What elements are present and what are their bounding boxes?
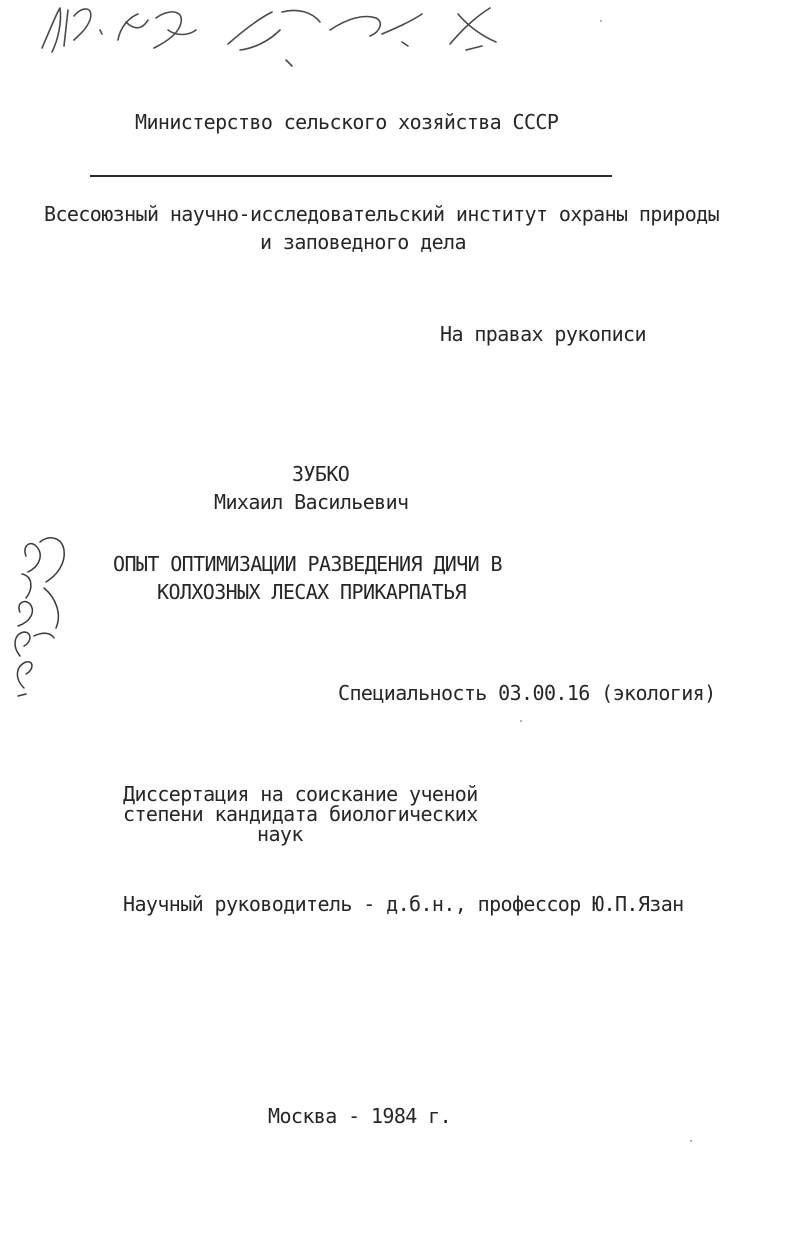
degree-line1: Диссертация на соискание ученой — [123, 782, 478, 806]
paper-speck — [520, 720, 522, 722]
place-and-year: Москва - 1984 г. — [268, 1104, 452, 1128]
degree-line3: наук — [257, 822, 303, 846]
supervisor: Научный руководитель - д.б.н., профессор Ю.П.Язан — [123, 892, 684, 916]
paper-speck — [600, 20, 602, 22]
specialty: Специальность 03.00.16 (экология) — [338, 681, 716, 705]
degree-line2: степени кандидата биологических — [123, 802, 478, 826]
author-given-names: Михаил Васильевич — [214, 490, 409, 514]
institute-name-line1: Всесоюзный научно-исследовательский институт охраны природы — [44, 202, 720, 226]
rights-note: На правах рукописи — [440, 322, 646, 346]
thesis-title-line1: ОПЫТ ОПТИМИЗАЦИИ РАЗВЕДЕНИЯ ДИЧИ В — [113, 552, 502, 576]
ministry-name: Министерство сельского хозяйства СССР — [135, 110, 559, 134]
author-surname: ЗУБКО — [292, 462, 350, 486]
thesis-title-line2: КОЛХОЗНЫХ ЛЕСАХ ПРИКАРПАТЬЯ — [157, 580, 466, 604]
header-divider — [90, 175, 612, 177]
handwritten-signature-icon — [4, 528, 74, 698]
paper-speck — [690, 1140, 692, 1142]
institute-name-line2: и заповедного дела — [260, 230, 466, 254]
handwritten-archive-number-icon — [30, 0, 510, 80]
